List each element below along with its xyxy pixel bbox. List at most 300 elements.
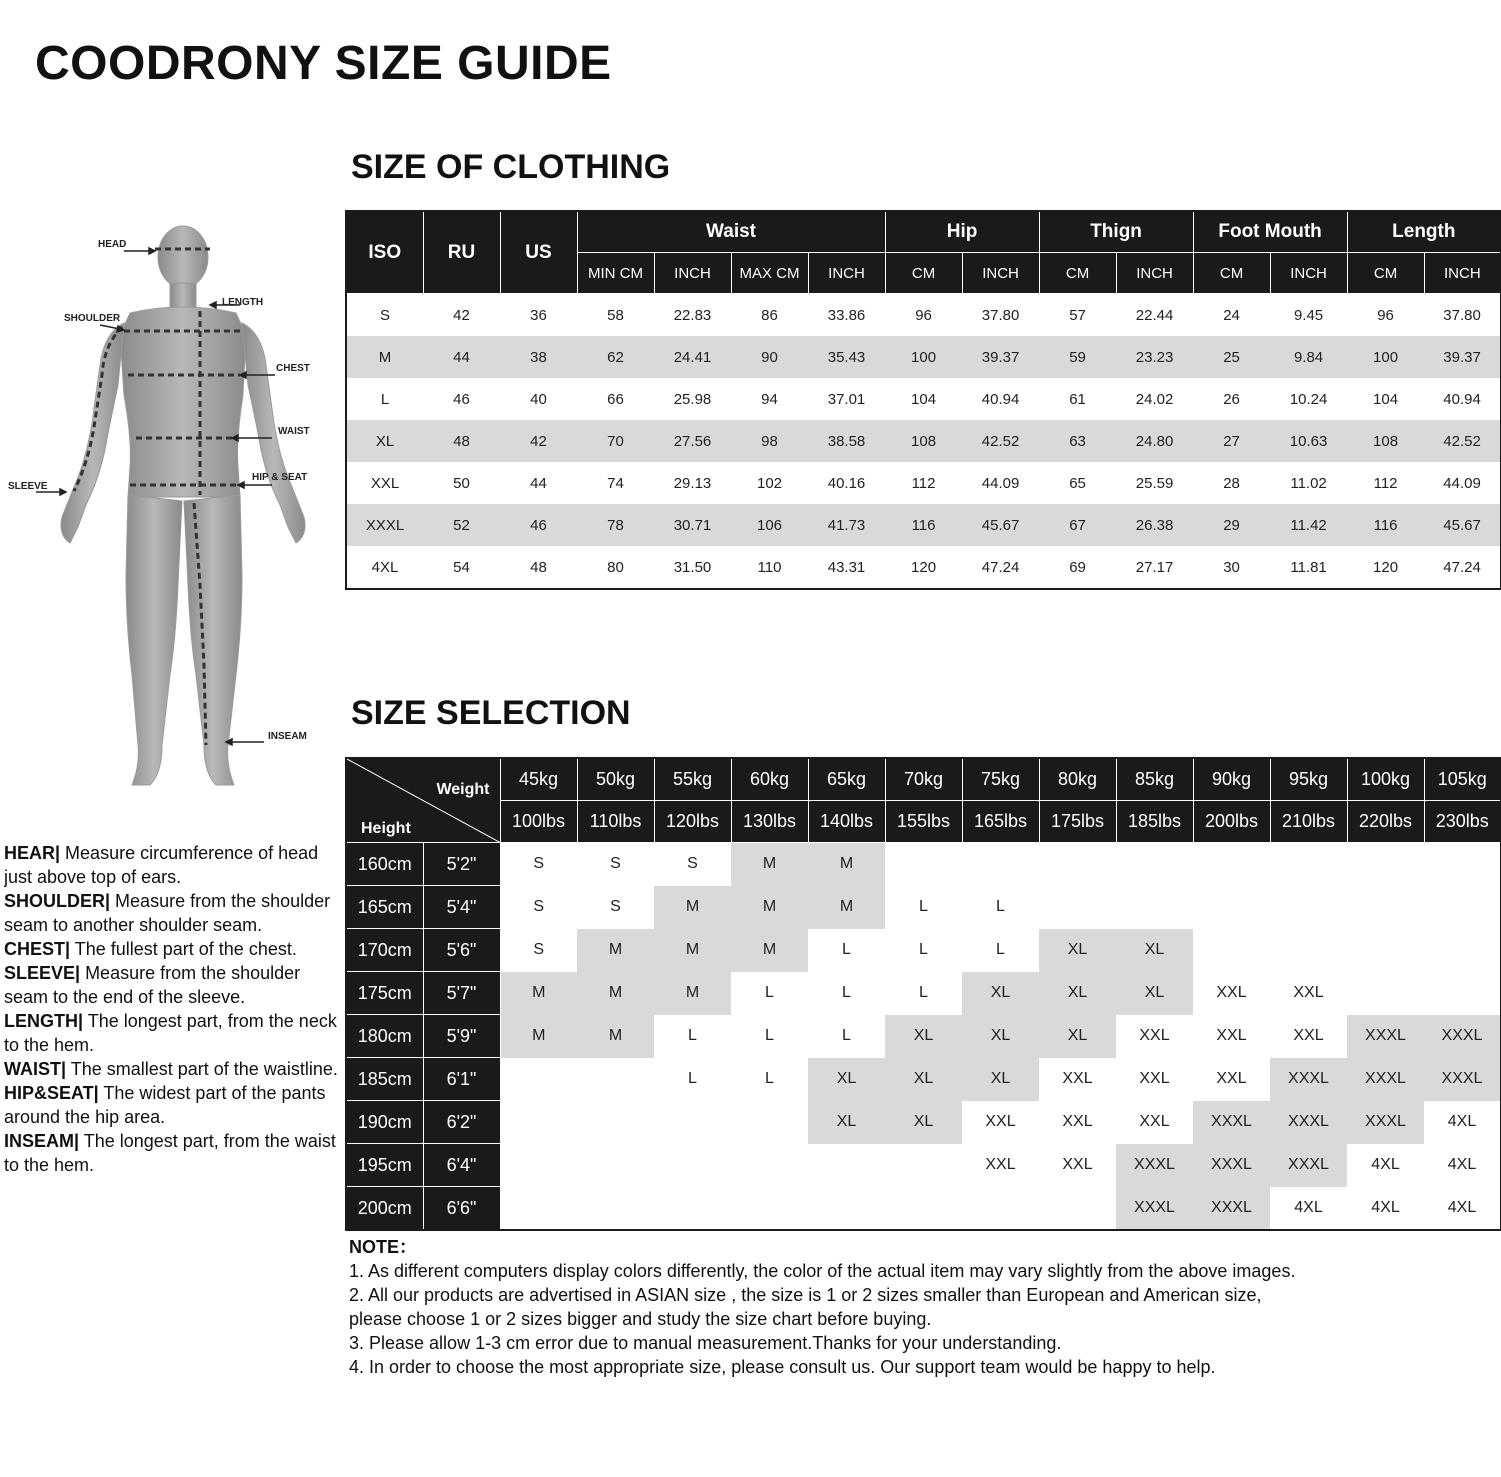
measurement-cell: 39.37: [1424, 336, 1501, 378]
weight-lbs-header: 130lbs: [731, 801, 808, 843]
recommended-size-cell: M: [654, 972, 731, 1015]
size-label-cell: S: [379, 306, 390, 324]
definition-item: [4, 1057, 339, 1081]
measurement-cell: 59: [1039, 336, 1116, 378]
table-row: [346, 546, 1501, 589]
subheader-cell: INCH: [1424, 253, 1501, 294]
recommended-size-cell: 4XL: [1447, 1198, 1477, 1216]
recommended-size-cell: M: [654, 929, 731, 972]
recommended-size-cell: [1270, 886, 1347, 929]
definition-text: The widest part of the pants around the hip area.: [4, 1083, 326, 1127]
recommended-size-cell: XXXL: [1193, 1187, 1270, 1231]
measurement-cell: 116: [885, 504, 962, 546]
recommended-size-cell: XXXL: [1193, 1101, 1270, 1144]
size-selection-table: [345, 757, 1501, 1231]
height-cm-cell: 195cm: [346, 1144, 423, 1187]
size-label-cell: L: [380, 390, 390, 408]
weight-lbs-header: 210lbs: [1270, 801, 1347, 843]
measurement-cell: 40.94: [981, 390, 1020, 408]
measurement-cell: 74: [607, 474, 624, 492]
measurement-cell: 25.59: [1135, 474, 1174, 492]
measurement-cell: 26: [1223, 390, 1240, 408]
recommended-size-cell: 4XL: [1294, 1198, 1323, 1216]
measurement-cell: 78: [577, 504, 654, 546]
recommended-size-cell: [885, 1187, 962, 1231]
measurement-cell: 10.24: [1289, 390, 1328, 408]
header-us: US: [500, 211, 577, 294]
weight-lbs-header: 140lbs: [808, 801, 885, 843]
definition-text: The longest part, from the waist to the hem.: [4, 1131, 336, 1175]
recommended-size-cell: XL: [1039, 929, 1116, 972]
height-ft-cell: 6'6": [423, 1187, 500, 1231]
measurement-cell: 42: [500, 420, 577, 462]
recommended-size-cell: XXXL: [1116, 1144, 1193, 1187]
measurement-cell: 80: [607, 558, 624, 576]
page-title: COODRONY SIZE GUIDE: [35, 37, 612, 90]
recommended-size-cell: L: [919, 941, 928, 958]
measurement-cell: 35.43: [808, 336, 885, 378]
recommended-size-cell: XL: [962, 972, 1039, 1015]
recommended-size-cell: L: [996, 898, 1005, 915]
body-measurement-figure: [0, 205, 340, 805]
recommended-size-cell: XXXL: [1347, 1015, 1424, 1058]
measurement-cell: 48: [530, 558, 547, 576]
measurement-cell: 37.80: [981, 306, 1020, 324]
height-ft-cell: 5'4": [423, 886, 500, 929]
recommended-size-cell: XXXL: [1270, 1144, 1347, 1187]
measurement-cell: 23.23: [1116, 336, 1193, 378]
recommended-size-cell: M: [808, 843, 885, 886]
measurement-cell: 44.09: [981, 474, 1020, 492]
note-line: 3. Please allow 1-3 cm error due to manual measurement.Thanks for your understanding.: [349, 1333, 1062, 1353]
height-cm-cell: 200cm: [346, 1187, 423, 1231]
recommended-size-cell: XXL: [1293, 1027, 1324, 1044]
recommended-size-cell: M: [500, 1015, 577, 1058]
measurement-cell: 110: [757, 558, 782, 576]
definition-term: INSEAM|: [4, 1131, 80, 1151]
recommended-size-cell: 4XL: [1447, 1156, 1477, 1173]
recommended-size-cell: [1270, 929, 1347, 972]
measurement-cell: 31.50: [673, 558, 712, 576]
definition-term: SLEEVE|: [4, 963, 81, 983]
recommended-size-cell: [500, 1101, 577, 1144]
recommended-size-cell: [731, 1187, 808, 1231]
size-label-cell: XXXL: [346, 504, 423, 546]
measurement-cell: 37.80: [1443, 306, 1481, 324]
recommended-size-cell: M: [577, 929, 654, 972]
measurement-cell: 54: [453, 558, 470, 576]
recommended-size-cell: [1347, 886, 1424, 929]
recommended-size-cell: M: [808, 886, 885, 929]
measurement-cell: 96: [1377, 306, 1394, 324]
note-heading: NOTE：: [349, 1237, 418, 1257]
header-iso: ISO: [346, 211, 423, 294]
header-ru: RU: [423, 211, 500, 294]
measurement-cell: 45.67: [962, 504, 1039, 546]
weight-lbs-header: 110lbs: [577, 801, 654, 843]
recommended-size-cell: S: [610, 855, 621, 873]
recommended-size-cell: [1424, 843, 1501, 886]
recommended-size-cell: [654, 1187, 731, 1231]
table-row: [346, 462, 1501, 504]
measurement-cell: 29: [1193, 504, 1270, 546]
figure-label-shoulder: SHOULDER: [64, 313, 121, 324]
weight-kg-header: 45kg: [500, 758, 577, 801]
note-section: [349, 1235, 1489, 1379]
measurement-cell: 37.01: [827, 390, 866, 408]
recommended-size-cell: [654, 1144, 731, 1187]
measurement-cell: 52: [423, 504, 500, 546]
note-line: 2. All our products are advertised in ASIAN size , the size is 1 or 2 sizes smaller than European and American size,: [349, 1285, 1262, 1305]
figure-label-head: HEAD: [98, 239, 127, 250]
measurement-cell: 29.13: [673, 474, 712, 492]
recommended-size-cell: 4XL: [1447, 1113, 1477, 1130]
recommended-size-cell: XXXL: [1193, 1144, 1270, 1187]
table-row: [346, 1101, 1501, 1144]
recommended-size-cell: M: [731, 929, 808, 972]
subheader-cell: MAX CM: [731, 253, 808, 294]
table-row: [346, 972, 1501, 1015]
human-silhouette-icon: [0, 205, 340, 805]
subheader-cell: CM: [1193, 253, 1270, 294]
weight-lbs-header: 175lbs: [1039, 801, 1116, 843]
measurement-cell: 120: [1373, 558, 1399, 576]
recommended-size-cell: XL: [1116, 972, 1193, 1015]
recommended-size-cell: [1347, 972, 1424, 1015]
measurement-cell: 100: [1347, 336, 1424, 378]
measurement-cell: 24.41: [654, 336, 731, 378]
height-ft-cell: 5'7": [423, 972, 500, 1015]
recommended-size-cell: XXXL: [1424, 1015, 1501, 1058]
definition-text: Measure circumference of head just above top of ears.: [4, 843, 319, 887]
definition-text: Measure from the shoulder seam to another shoulder seam.: [4, 891, 331, 935]
weight-lbs-header: 165lbs: [962, 801, 1039, 843]
recommended-size-cell: L: [765, 1070, 774, 1087]
measurement-cell: 33.86: [827, 306, 866, 324]
recommended-size-cell: [577, 1144, 654, 1187]
figure-label-waist: WAIST: [278, 426, 310, 437]
definition-item: [4, 961, 339, 1009]
header-length: Length: [1347, 211, 1501, 253]
recommended-size-cell: XL: [1039, 972, 1116, 1015]
definition-item: [4, 889, 339, 937]
measurement-cell: 24.02: [1135, 390, 1174, 408]
measurement-cell: 98: [731, 420, 808, 462]
recommended-size-cell: L: [765, 1027, 774, 1044]
recommended-size-cell: [1193, 886, 1270, 929]
recommended-size-cell: XL: [885, 1101, 962, 1144]
measurement-cell: 22.44: [1135, 306, 1174, 324]
measurement-cell: 61: [1069, 390, 1086, 408]
note-line: 1. As different computers display colors differently, the color of the actual item may vary slightly from the above images.: [349, 1261, 1296, 1281]
measurement-cell: 40: [530, 390, 547, 408]
recommended-size-cell: [885, 843, 962, 886]
recommended-size-cell: [1424, 886, 1501, 929]
subheader-cell: INCH: [962, 253, 1039, 294]
definition-item: [4, 1009, 339, 1057]
measurement-cell: 100: [885, 336, 962, 378]
measurement-cell: 40.94: [1443, 390, 1481, 408]
measurement-cell: 47.24: [981, 558, 1020, 576]
recommended-size-cell: [962, 843, 1039, 886]
subheader-cell: MIN CM: [577, 253, 654, 294]
recommended-size-cell: [1193, 843, 1270, 886]
recommended-size-cell: XXXL: [1270, 1101, 1347, 1144]
measurement-cell: 44.09: [1443, 474, 1481, 492]
table-row: [346, 1058, 1501, 1101]
table-row: [346, 843, 1501, 886]
subheader-cell: INCH: [1270, 253, 1347, 294]
recommended-size-cell: [1424, 929, 1501, 972]
recommended-size-cell: [500, 1058, 577, 1101]
recommended-size-cell: XXXL: [1116, 1187, 1193, 1231]
definition-text: The smallest part of the waistline.: [66, 1059, 338, 1079]
recommended-size-cell: XXL: [1139, 1113, 1170, 1130]
measurement-cell: 28: [1223, 474, 1240, 492]
table-row: [346, 1187, 1501, 1231]
recommended-size-cell: XXL: [1062, 1156, 1093, 1173]
measurement-cell: 106: [731, 504, 808, 546]
height-cm-cell: 190cm: [346, 1101, 423, 1144]
height-ft-cell: 6'1": [423, 1058, 500, 1101]
height-cm-cell: 170cm: [346, 929, 423, 972]
recommended-size-cell: XL: [885, 1015, 962, 1058]
height-ft-cell: 5'9": [423, 1015, 500, 1058]
recommended-size-cell: M: [577, 972, 654, 1015]
definition-item: [4, 841, 339, 889]
weight-axis-label: Weight: [436, 781, 490, 798]
figure-label-sleeve: SLEEVE: [8, 481, 48, 492]
measurement-cell: 10.63: [1270, 420, 1347, 462]
recommended-size-cell: L: [919, 898, 928, 915]
table-row: [346, 886, 1501, 929]
measurement-cell: 42: [453, 306, 470, 324]
figure-label-length: LENGTH: [222, 297, 264, 308]
definition-item: [4, 937, 339, 961]
recommended-size-cell: M: [654, 886, 731, 929]
measurement-cell: 38.58: [808, 420, 885, 462]
weight-lbs-header: 220lbs: [1347, 801, 1424, 843]
definition-text: The fullest part of the chest.: [70, 939, 297, 959]
measurement-cell: 26.38: [1116, 504, 1193, 546]
header-hip: Hip: [885, 211, 1039, 253]
measurement-cell: 57: [1069, 306, 1086, 324]
measurement-cell: 69: [1069, 558, 1086, 576]
measurement-cell: 108: [885, 420, 962, 462]
recommended-size-cell: XL: [962, 1015, 1039, 1058]
recommended-size-cell: XXL: [1139, 1027, 1170, 1044]
table-row: [346, 504, 1501, 546]
measurement-cell: 43.31: [827, 558, 866, 576]
height-cm-cell: 165cm: [346, 886, 423, 929]
recommended-size-cell: [1193, 929, 1270, 972]
definition-term: HIP&SEAT|: [4, 1083, 99, 1103]
recommended-size-cell: L: [765, 984, 774, 1001]
measurement-cell: 112: [1373, 474, 1398, 492]
recommended-size-cell: XL: [962, 1058, 1039, 1101]
definition-item: [4, 1129, 339, 1177]
recommended-size-cell: XXL: [1293, 984, 1324, 1001]
measurement-cell: 108: [1347, 420, 1424, 462]
measurement-cell: 11.81: [1290, 558, 1327, 576]
table-row: [346, 929, 1501, 972]
recommended-size-cell: L: [688, 1070, 697, 1087]
recommended-size-cell: L: [842, 1027, 851, 1044]
recommended-size-cell: XXL: [1216, 1027, 1247, 1044]
recommended-size-cell: [808, 1144, 885, 1187]
measurement-cell: 11.42: [1270, 504, 1347, 546]
measurement-cell: 36: [530, 306, 547, 324]
subheader-cell: CM: [1347, 253, 1424, 294]
weight-lbs-header: 230lbs: [1424, 801, 1501, 843]
recommended-size-cell: XXL: [1216, 1070, 1247, 1087]
table-row: [346, 336, 1501, 378]
height-ft-cell: 6'4": [423, 1144, 500, 1187]
table-row: [346, 420, 1501, 462]
subheader-cell: INCH: [1116, 253, 1193, 294]
measurement-cell: 9.45: [1293, 306, 1324, 324]
measurement-cell: 46: [453, 390, 470, 408]
height-ft-cell: 6'2": [423, 1101, 500, 1144]
weight-kg-header: 70kg: [885, 758, 962, 801]
recommended-size-cell: L: [842, 984, 851, 1001]
definition-text: The longest part, from the neck to the hem.: [4, 1011, 337, 1055]
recommended-size-cell: [1116, 843, 1193, 886]
recommended-size-cell: [577, 1187, 654, 1231]
weight-height-corner: [346, 758, 500, 843]
recommended-size-cell: XXL: [1139, 1070, 1170, 1087]
recommended-size-cell: [654, 1101, 731, 1144]
recommended-size-cell: S: [533, 941, 545, 958]
weight-kg-header: 95kg: [1270, 758, 1347, 801]
recommended-size-cell: XL: [808, 1101, 885, 1144]
recommended-size-cell: L: [996, 941, 1005, 958]
measurement-cell: 104: [911, 390, 937, 408]
clothing-section-title: SIZE OF CLOTHING: [351, 148, 671, 186]
header-foot-mouth: Foot Mouth: [1193, 211, 1347, 253]
measurement-cell: 90: [731, 336, 808, 378]
recommended-size-cell: [1039, 886, 1116, 929]
recommended-size-cell: [577, 1101, 654, 1144]
measurement-cell: 9.84: [1270, 336, 1347, 378]
recommended-size-cell: [731, 1101, 808, 1144]
weight-kg-header: 60kg: [731, 758, 808, 801]
recommended-size-cell: XXXL: [1347, 1101, 1424, 1144]
definition-term: WAIST|: [4, 1059, 67, 1079]
measurement-cell: 58: [607, 306, 624, 324]
weight-kg-header: 85kg: [1116, 758, 1193, 801]
recommended-size-cell: XL: [1116, 929, 1193, 972]
measurement-cell: 27.17: [1135, 558, 1174, 576]
measurement-cell: 116: [1347, 504, 1424, 546]
measurement-cell: 44: [530, 474, 547, 492]
recommended-size-cell: L: [688, 1027, 697, 1044]
definition-item: [4, 1081, 339, 1129]
measurement-cell: 120: [911, 558, 937, 576]
recommended-size-cell: M: [731, 886, 808, 929]
definition-term: LENGTH|: [4, 1011, 84, 1031]
measurement-cell: 42.52: [1424, 420, 1501, 462]
measurement-cell: 24.80: [1116, 420, 1193, 462]
note-line: please choose 1 or 2 sizes bigger and study the size chart before buying.: [349, 1309, 932, 1329]
size-label-cell: M: [346, 336, 423, 378]
figure-label-chest: CHEST: [276, 363, 310, 374]
recommended-size-cell: M: [731, 843, 808, 886]
recommended-size-cell: XXXL: [1424, 1058, 1501, 1101]
measurement-cell: 62: [577, 336, 654, 378]
recommended-size-cell: XXL: [985, 1156, 1016, 1173]
recommended-size-cell: XXL: [985, 1113, 1016, 1130]
measurement-cell: 44: [423, 336, 500, 378]
measurement-cell: 65: [1069, 474, 1086, 492]
measurement-cell: 40.16: [827, 474, 866, 492]
measurement-cell: 11.02: [1290, 474, 1327, 492]
recommended-size-cell: M: [500, 972, 577, 1015]
table-row: [346, 294, 1501, 337]
definition-term: CHEST|: [4, 939, 71, 959]
measurement-cell: 46: [500, 504, 577, 546]
recommended-size-cell: L: [842, 941, 851, 958]
measurement-cell: 102: [756, 474, 783, 492]
weight-lbs-header: 200lbs: [1193, 801, 1270, 843]
weight-lbs-header: 120lbs: [654, 801, 731, 843]
measurement-cell: 38: [500, 336, 577, 378]
weight-kg-header: 50kg: [577, 758, 654, 801]
recommended-size-cell: [808, 1187, 885, 1231]
table-row: [346, 1144, 1501, 1187]
recommended-size-cell: S: [610, 898, 621, 915]
measurement-cell: 63: [1039, 420, 1116, 462]
header-thigh: Thign: [1039, 211, 1193, 253]
measurement-cell: 27: [1193, 420, 1270, 462]
measurement-cell: 45.67: [1424, 504, 1501, 546]
weight-kg-header: 65kg: [808, 758, 885, 801]
recommended-size-cell: [1039, 1187, 1116, 1231]
measurement-cell: 86: [761, 306, 778, 324]
selection-section-title: SIZE SELECTION: [351, 694, 631, 732]
weight-kg-header: 100kg: [1347, 758, 1424, 801]
recommended-size-cell: [1039, 843, 1116, 886]
recommended-size-cell: XL: [885, 1058, 962, 1101]
measurement-cell: 47.24: [1443, 558, 1481, 576]
subheader-cell: CM: [885, 253, 962, 294]
figure-label-inseam: INSEAM: [268, 731, 307, 742]
measurement-cell: 30: [1223, 558, 1240, 576]
table-row: [346, 378, 1501, 420]
measurement-cell: 42.52: [962, 420, 1039, 462]
subheader-cell: INCH: [808, 253, 885, 294]
measurement-cell: 50: [453, 474, 470, 492]
weight-kg-header: 55kg: [654, 758, 731, 801]
weight-kg-header: 105kg: [1424, 758, 1501, 801]
height-ft-cell: 5'6": [423, 929, 500, 972]
recommended-size-cell: XXL: [1062, 1070, 1093, 1087]
subheader-cell: CM: [1039, 253, 1116, 294]
weight-lbs-header: 185lbs: [1116, 801, 1193, 843]
recommended-size-cell: [962, 1187, 1039, 1231]
measurement-cell: 104: [1373, 390, 1399, 408]
measurement-cell: 112: [911, 474, 936, 492]
weight-lbs-header: 100lbs: [500, 801, 577, 843]
measurement-cell: 41.73: [808, 504, 885, 546]
measurement-cell: 39.37: [962, 336, 1039, 378]
measurement-cell: 66: [607, 390, 624, 408]
weight-kg-header: 80kg: [1039, 758, 1116, 801]
definition-term: SHOULDER|: [4, 891, 111, 911]
height-cm-cell: 180cm: [346, 1015, 423, 1058]
recommended-size-cell: XXXL: [1270, 1058, 1347, 1101]
measurement-cell: 27.56: [654, 420, 731, 462]
